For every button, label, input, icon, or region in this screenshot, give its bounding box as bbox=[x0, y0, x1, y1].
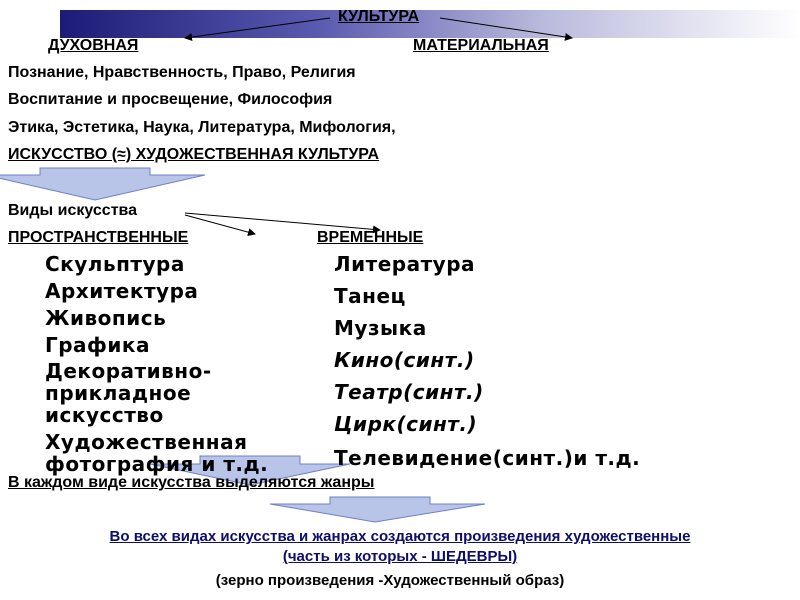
conclusion-text-2: (часть из которых - ШЕДЕВРЫ) bbox=[282, 548, 518, 565]
list-item: Театр(синт.) bbox=[334, 380, 484, 404]
list-item: Архитектура bbox=[45, 279, 199, 303]
list-item: Кино(синт.) bbox=[334, 348, 475, 372]
list-item: Живопись bbox=[45, 306, 167, 330]
list-item: Телевидение(синт.)и т.д. bbox=[334, 446, 641, 470]
list-item: прикладное bbox=[45, 381, 192, 405]
list-item: Танец bbox=[334, 284, 406, 308]
list-item: Художественная bbox=[45, 430, 248, 454]
list-item: Музыка bbox=[334, 316, 427, 340]
temporal-header: ВРЕМЕННЫЕ bbox=[317, 229, 424, 246]
list-item: фотография и т.д. bbox=[45, 452, 269, 476]
kinds-label: Виды искусства bbox=[8, 202, 138, 219]
branch-material: МАТЕРИАЛЬНАЯ bbox=[413, 37, 549, 54]
spatial-header: ПРОСТРАНСТВЕННЫЕ bbox=[8, 229, 189, 246]
conclusion-line-3: (зерно произведения -Художественный образ) bbox=[215, 572, 565, 589]
text-line: Этика, Эстетика, Наука, Литература, Мифология, bbox=[8, 119, 396, 136]
art-line: ИСКУССТВО (≈) ХУДОЖЕСТВЕННАЯ КУЛЬТУРА bbox=[8, 146, 380, 163]
down-arrow-3 bbox=[270, 497, 485, 522]
branch-spiritual: ДУХОВНАЯ bbox=[48, 37, 139, 54]
down-arrow-1 bbox=[0, 168, 205, 200]
text-line: Воспитание и просвещение, Философия bbox=[8, 91, 333, 108]
list-item: Цирк(синт.) bbox=[334, 412, 478, 436]
list-item: Скульптура bbox=[45, 252, 185, 276]
title-culture: КУЛЬТУРА bbox=[338, 8, 420, 25]
list-item: Декоративно- bbox=[45, 359, 212, 383]
genres-line: В каждом виде искусства выделяются жанры bbox=[8, 474, 375, 491]
conclusion-text-1: Во всех видах искусства и жанрах создаются произведения художественные bbox=[109, 528, 691, 545]
conclusion-line-1 bbox=[0, 528, 800, 545]
list-item: Литература bbox=[334, 252, 476, 276]
arrow-to-spiritual bbox=[185, 18, 330, 38]
conclusion-line-2 bbox=[0, 548, 800, 565]
text-line: Познание, Нравственность, Право, Религия bbox=[8, 64, 356, 81]
arrow-to-material bbox=[440, 18, 572, 38]
list-item: искусство bbox=[45, 403, 164, 427]
list-item: Графика bbox=[45, 333, 150, 357]
arrow-to-temporal bbox=[185, 213, 380, 230]
